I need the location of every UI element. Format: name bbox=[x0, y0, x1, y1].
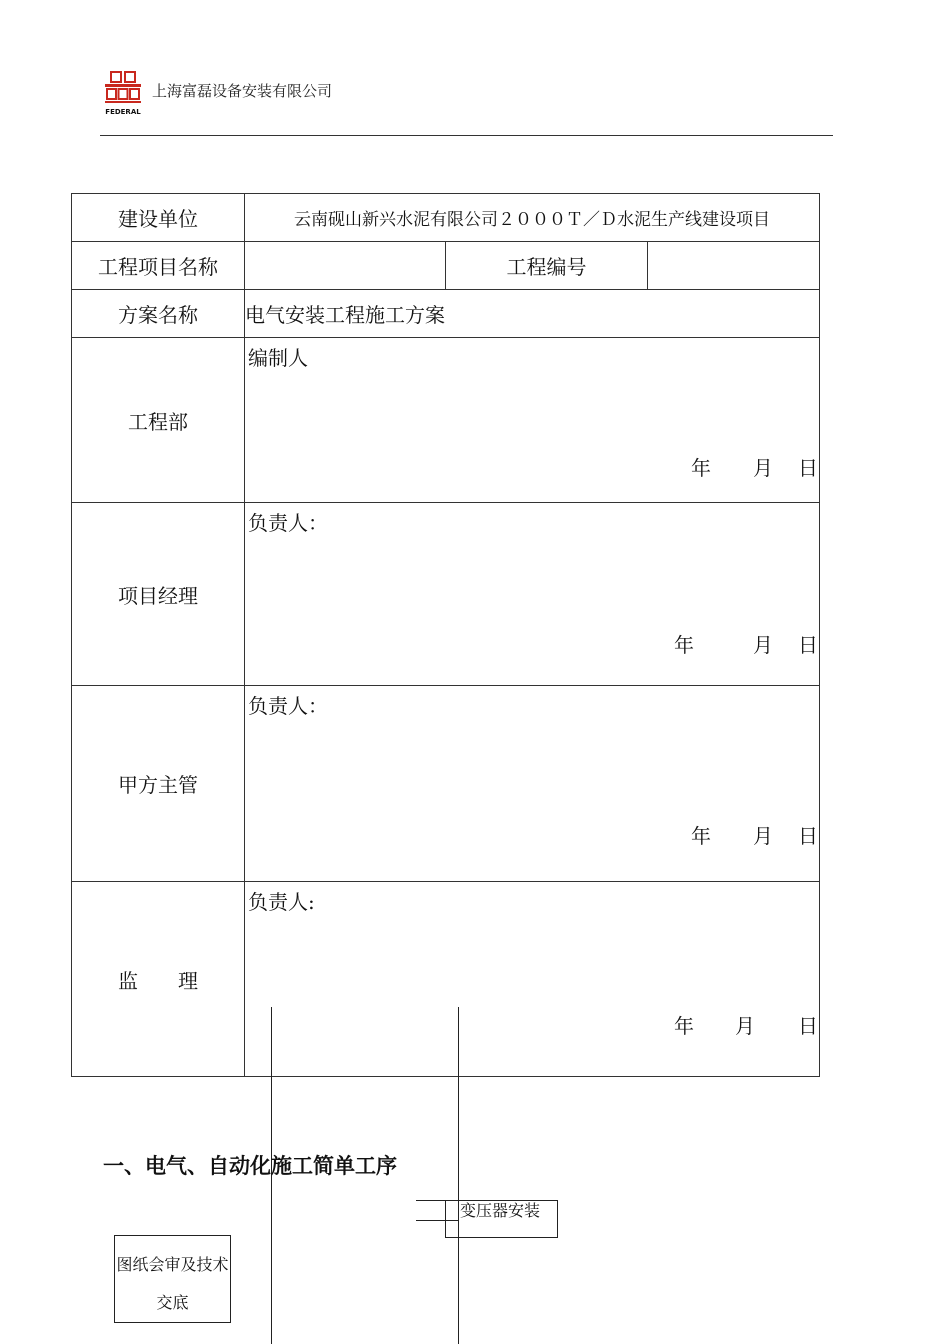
date-month: 月 bbox=[753, 824, 773, 848]
construction-unit-label: 建设单位 bbox=[72, 194, 245, 242]
signoff-role: 甲方主管 bbox=[72, 686, 245, 882]
header-divider bbox=[100, 135, 833, 136]
row-signoff-supervisor bbox=[72, 882, 820, 1077]
row-construction-unit bbox=[72, 194, 820, 242]
date-month: 月 bbox=[753, 633, 773, 657]
date-day: 日 bbox=[798, 824, 818, 848]
row-signoff-client bbox=[72, 686, 820, 882]
project-name-field[interactable] bbox=[245, 242, 446, 290]
date-month: 月 bbox=[753, 456, 773, 480]
plan-name-value: 电气安装工程施工方案 bbox=[245, 290, 820, 338]
row-project-name bbox=[72, 242, 820, 290]
section-title: 一、电气、自动化施工简单工序 bbox=[103, 1154, 397, 1178]
signoff-role: 监 理 bbox=[72, 882, 245, 1077]
project-name-label: 工程项目名称 bbox=[72, 242, 245, 290]
date-month: 月 bbox=[735, 1014, 755, 1038]
project-number-field[interactable] bbox=[648, 242, 820, 290]
signoff-area[interactable] bbox=[245, 882, 820, 1077]
approval-form-table bbox=[71, 193, 820, 1077]
date-day: 日 bbox=[798, 633, 818, 657]
signer-label: 负责人： bbox=[248, 511, 328, 535]
signer-label: 负责人： bbox=[248, 694, 328, 718]
flow-connector-line bbox=[458, 1007, 459, 1344]
company-name: 上海富磊设备安装有限公司 bbox=[152, 82, 333, 100]
row-signoff-project-manager bbox=[72, 503, 820, 686]
company-logo-icon bbox=[103, 70, 143, 116]
flow-step-drawing-review: 图纸会审及技术交底 bbox=[114, 1235, 231, 1323]
row-signoff-engineering bbox=[72, 338, 820, 503]
signoff-area[interactable] bbox=[245, 338, 820, 503]
signer-label: 负责人: bbox=[248, 890, 315, 914]
construction-unit-value: 云南砚山新兴水泥有限公司２０００Ｔ／Ｄ水泥生产线建设项目 bbox=[245, 194, 820, 242]
date-year: 年 bbox=[674, 633, 694, 657]
logo-text: FEDERAL bbox=[105, 108, 141, 116]
signoff-area[interactable] bbox=[245, 503, 820, 686]
signoff-role: 项目经理 bbox=[72, 503, 245, 686]
signoff-role: 工程部 bbox=[72, 338, 245, 503]
row-plan-name bbox=[72, 290, 820, 338]
project-number-label: 工程编号 bbox=[446, 242, 648, 290]
signer-label: 编制人 bbox=[248, 346, 308, 370]
date-day: 日 bbox=[798, 1014, 818, 1038]
date-year: 年 bbox=[691, 456, 711, 480]
date-year: 年 bbox=[674, 1014, 694, 1038]
flow-step-transformer-install: 变压器安装 bbox=[445, 1200, 558, 1238]
signoff-area[interactable] bbox=[245, 686, 820, 882]
date-day: 日 bbox=[798, 456, 818, 480]
plan-name-label: 方案名称 bbox=[72, 290, 245, 338]
date-year: 年 bbox=[691, 824, 711, 848]
